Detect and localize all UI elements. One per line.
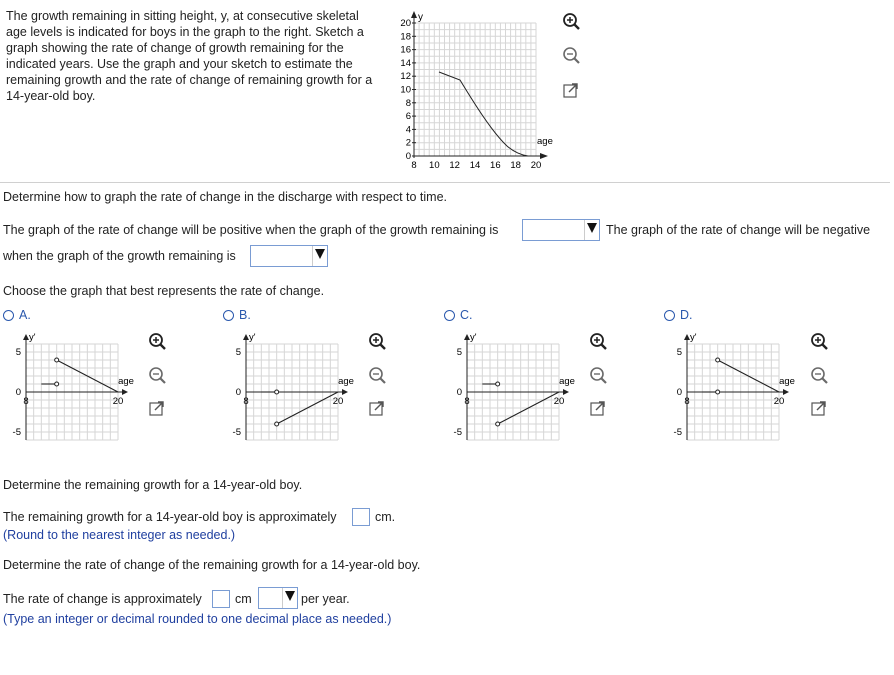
option-x-arrow	[783, 389, 789, 395]
x-tick-label: 18	[510, 160, 521, 171]
option-b-radio[interactable]	[223, 310, 234, 321]
q1-prompt: Determine how to graph the rate of change in the discharge with respect to time.	[3, 190, 447, 204]
y-tick-label: 16	[400, 44, 411, 56]
option-x-label: age	[118, 376, 134, 387]
remaining-growth-input[interactable]	[352, 508, 370, 526]
option-y-tick-zero: 0	[676, 387, 682, 398]
main-graph-grid	[414, 23, 536, 156]
x-tick-label: 14	[469, 160, 481, 171]
q2-line-text: The remaining growth for a 14-year-old boy is approximately	[3, 510, 337, 524]
option-y-tick-zero: 0	[15, 387, 21, 398]
popout-button[interactable]	[560, 80, 582, 102]
zoom-out-icon	[146, 364, 168, 386]
option-y-tick-zero: 0	[235, 387, 241, 398]
option-y-tick-bottom: -5	[673, 427, 682, 438]
main-x-arrow	[540, 153, 548, 159]
option-x-label: age	[338, 376, 354, 387]
q3-hint: (Type an integer or decimal rounded to one decimal place as needed.)	[3, 612, 392, 626]
q3-line-text: The rate of change is approximately	[3, 592, 202, 606]
y-tick-label: 14	[400, 57, 411, 69]
intro-line: age levels is indicated for boys in the graph to the right. Sketch a	[6, 25, 364, 39]
option-c-radio[interactable]	[444, 310, 455, 321]
option-c-label: C.	[460, 308, 473, 322]
select-separator	[312, 246, 313, 266]
zoom-out-icon	[366, 364, 388, 386]
y-tick-label: 4	[405, 124, 411, 136]
option-y-label: y'	[249, 332, 256, 343]
popout-icon	[366, 398, 388, 420]
growth-graph	[388, 8, 558, 173]
open-endpoint	[275, 390, 279, 394]
x-tick-label: 20	[530, 160, 542, 171]
q3-prompt: Determine the rate of change of the remaining growth for a 14-year-old boy.	[3, 558, 421, 572]
option-b-label: B.	[239, 308, 251, 322]
q1-line1-text: The graph of the rate of change will be positive when the graph of the growth remaining is	[3, 223, 499, 237]
zoom-out-icon	[587, 364, 609, 386]
zoom-out-button[interactable]	[560, 44, 582, 66]
option-x-label: age	[559, 376, 575, 387]
open-endpoint	[275, 422, 279, 426]
option-y-tick-top: 5	[676, 347, 682, 358]
option-y-tick-top: 5	[456, 347, 462, 358]
y-tick-label: 8	[405, 97, 411, 109]
growth-curve	[439, 72, 528, 156]
option-b-zoom-in-button[interactable]	[366, 330, 388, 352]
option-d-graph	[669, 330, 809, 446]
main-y-arrow	[411, 11, 417, 18]
open-endpoint	[496, 422, 500, 426]
select-separator	[282, 588, 283, 608]
zoom-in-icon	[366, 330, 388, 352]
option-d-radio[interactable]	[664, 310, 675, 321]
x-tick-label: 10	[429, 160, 440, 171]
option-a-zoom-out-button[interactable]	[146, 364, 168, 386]
open-endpoint	[496, 382, 500, 386]
option-y-tick-bottom: -5	[453, 427, 462, 438]
y-tick-label: 20	[400, 18, 411, 29]
y-tick-label: 2	[405, 137, 411, 149]
zoom-in-icon	[808, 330, 830, 352]
option-x-tick-left: 8	[464, 396, 470, 407]
intro-line: The growth remaining in sitting height, y, at consecutive skeletal	[6, 9, 359, 23]
dropdown-arrow-icon	[587, 223, 597, 233]
option-x-tick-left: 8	[23, 396, 29, 407]
option-y-tick-top: 5	[235, 347, 241, 358]
y-tick-label: 12	[400, 71, 411, 83]
rate-of-change-input[interactable]	[212, 590, 230, 608]
option-a-radio[interactable]	[3, 310, 14, 321]
main-x-label: age	[537, 136, 553, 147]
x-tick-label: 8	[411, 160, 417, 171]
choose-prompt: Choose the graph that best represents the rate of change.	[3, 284, 325, 298]
option-c-zoom-in-button[interactable]	[587, 330, 609, 352]
open-endpoint	[716, 390, 720, 394]
option-a-graph	[8, 330, 148, 446]
option-x-arrow	[342, 389, 348, 395]
option-d-popout-button[interactable]	[808, 398, 830, 420]
intro-line: indicated years. Use the graph and your sketch to estimate the	[6, 57, 353, 71]
y-tick-label: 18	[400, 31, 411, 43]
q2-unit: cm.	[375, 510, 396, 524]
option-y-label: y'	[690, 332, 697, 343]
popout-icon	[560, 80, 582, 102]
popout-icon	[587, 398, 609, 420]
option-a-zoom-in-button[interactable]	[146, 330, 168, 352]
open-endpoint	[716, 358, 720, 362]
dropdown-arrow-icon	[285, 591, 295, 601]
option-x-arrow	[122, 389, 128, 395]
zoom-in-icon	[560, 10, 582, 32]
y-tick-label: 6	[405, 111, 411, 123]
option-y-label: y'	[29, 332, 36, 343]
option-x-tick-right: 20	[332, 396, 344, 407]
option-x-tick-right: 20	[773, 396, 785, 407]
option-c-zoom-out-button[interactable]	[587, 364, 609, 386]
zoom-in-icon	[587, 330, 609, 352]
y-tick-label: 10	[400, 84, 411, 96]
main-y-label: y	[418, 12, 423, 23]
option-a-label: A.	[19, 308, 31, 322]
intro-line: graph showing the rate of change of growth remaining for the	[6, 41, 344, 55]
option-c-popout-button[interactable]	[587, 398, 609, 420]
main-x-ticks	[411, 160, 541, 171]
option-b-zoom-out-button[interactable]	[366, 364, 388, 386]
option-d-zoom-in-button[interactable]	[808, 330, 830, 352]
option-y-tick-zero: 0	[456, 387, 462, 398]
popout-icon	[808, 398, 830, 420]
negative-when-select[interactable]	[250, 245, 328, 267]
q1-line1b-text: The graph of the rate of change will be negative	[606, 223, 871, 237]
open-endpoint	[55, 382, 59, 386]
zoom-out-icon	[808, 364, 830, 386]
option-b-graph	[228, 330, 368, 446]
option-y-tick-bottom: -5	[232, 427, 241, 438]
option-x-label: age	[779, 376, 795, 387]
option-d-zoom-out-button[interactable]	[808, 364, 830, 386]
zoom-out-icon	[560, 44, 582, 66]
q3-unit-b: per year.	[301, 592, 350, 606]
per-year-unit-select[interactable]	[258, 587, 298, 609]
select-separator	[584, 220, 585, 240]
zoom-in-icon	[146, 330, 168, 352]
option-d-label: D.	[680, 308, 693, 322]
popout-icon	[146, 398, 168, 420]
option-y-tick-top: 5	[15, 347, 21, 358]
option-b-popout-button[interactable]	[366, 398, 388, 420]
q1-line2-text: when the graph of the growth remaining is	[3, 249, 236, 263]
option-x-arrow	[563, 389, 569, 395]
q2-hint: (Round to the nearest integer as needed.)	[3, 528, 236, 542]
open-endpoint	[55, 358, 59, 362]
q3-unit: cm	[235, 592, 252, 606]
option-x-tick-right: 20	[553, 396, 565, 407]
option-y-tick-bottom: -5	[12, 427, 21, 438]
x-tick-label: 16	[490, 160, 501, 171]
option-c-graph	[449, 330, 589, 446]
section-divider	[0, 182, 890, 183]
option-a-popout-button[interactable]	[146, 398, 168, 420]
dropdown-arrow-icon	[315, 249, 325, 259]
problem-intro	[6, 8, 390, 104]
intro-line: remaining growth and the rate of change of remaining growth for a	[6, 73, 373, 87]
option-x-tick-right: 20	[112, 396, 124, 407]
y-tick-label: 0	[405, 151, 411, 162]
zoom-in-button[interactable]	[560, 10, 582, 32]
option-y-label: y'	[470, 332, 477, 343]
q2-prompt: Determine the remaining growth for a 14-year-old boy.	[3, 478, 303, 492]
x-tick-label: 12	[449, 160, 460, 171]
positive-when-select[interactable]	[522, 219, 600, 241]
option-x-tick-left: 8	[684, 396, 690, 407]
option-x-tick-left: 8	[243, 396, 249, 407]
intro-line: 14-year-old boy.	[6, 89, 96, 103]
